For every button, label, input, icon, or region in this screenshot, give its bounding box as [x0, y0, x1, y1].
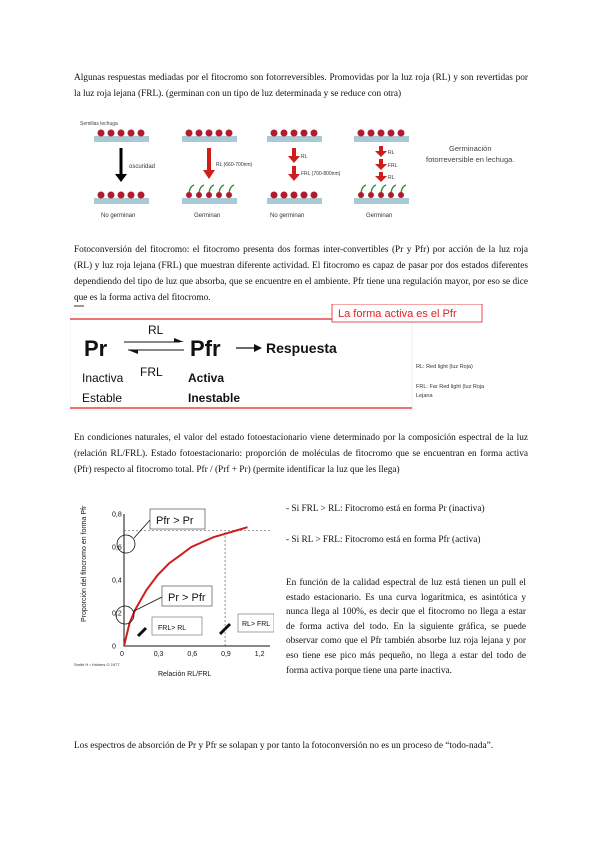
germination-figure — [74, 118, 534, 230]
seed — [108, 130, 115, 137]
tray — [267, 198, 322, 204]
paragraph-spectra: Los espectros de absorción de Pr y Pfr se solapan y por tanto la fotoconversión no es un proceso de “todo-nada”. — [74, 741, 494, 751]
seeds-label: Semillas lechuga — [80, 121, 118, 127]
seed — [226, 130, 233, 137]
seed — [186, 130, 193, 137]
seed — [138, 130, 145, 137]
y-axis-label: Proporción del fitocromo en forma Pfr — [81, 505, 88, 622]
arrow-rl-3b — [375, 176, 387, 182]
caption-2: Germinan — [194, 213, 221, 219]
chart-footnote: Smith H • Holmes G 1977 — [74, 662, 120, 667]
tray — [94, 198, 149, 204]
seed — [281, 192, 288, 199]
y-tick-label: 0,4 — [112, 577, 122, 585]
seed — [378, 192, 384, 198]
seed — [108, 192, 115, 199]
paragraph-curve: En función de la calidad espectral de luz está tienen un pull el estado estacionario. Es una curva logarítmica, es asintótica y nunca llega al 100%, es decir que el fitocromo no llega a estar de forma activa del todo. En la siguiente gráfica, se puede observar como que el Pfr también absorbe luz roja lejana y por eso tiene ese pico más pequeño, no llega a estar del todo de forma activa porque tiene una parte inactiva. — [286, 578, 526, 676]
x-tick-label: 0,9 — [221, 651, 231, 658]
seed — [206, 192, 212, 198]
side-caption-1: Germinación — [449, 144, 492, 153]
seed — [398, 192, 404, 198]
rl-label-3a: RL — [388, 150, 395, 156]
tray — [182, 198, 237, 204]
x-tick-label: 0,6 — [187, 651, 198, 658]
seed — [368, 192, 374, 198]
seed — [388, 192, 394, 198]
seed — [118, 130, 125, 137]
seed — [301, 130, 308, 137]
tray — [354, 136, 409, 142]
inactive-label: Inactiva — [82, 371, 124, 385]
annotation-pr-gt-pfr: Pr > Pfr — [168, 592, 206, 604]
seed — [358, 192, 364, 198]
photostationary-chart — [74, 504, 274, 680]
x-axis-label: Relación RL/FRL — [158, 671, 212, 678]
stable-label: Estable — [82, 391, 123, 405]
note-frl: FRL: Far Red light (luz Roja — [416, 384, 485, 390]
seed — [138, 192, 145, 199]
seed — [216, 192, 222, 198]
y-tick-label: 0,2 — [112, 610, 122, 618]
seed — [388, 130, 395, 137]
frl-label-2: FRL (700-800nm) — [301, 171, 341, 177]
seed — [216, 130, 223, 137]
tray — [94, 136, 149, 142]
seed — [378, 130, 385, 137]
seed — [206, 130, 213, 137]
annotation-rl-gt-frl: RL> FRL — [242, 621, 271, 628]
frl-label-3: FRL — [388, 163, 398, 169]
note-frl-2: Lejana — [416, 393, 433, 399]
paragraph-intro: Algunas respuestas mediadas por el fitocromo son fotorreversibles. Promovidas por la luz roja (RL) y son revertidas por la luz roja lejana (FRL). (germinan con un tipo de luz determinada y se reduce con otra) — [74, 73, 528, 99]
seed — [128, 130, 135, 137]
seed — [196, 192, 202, 198]
tray — [182, 136, 237, 142]
tray — [354, 198, 409, 204]
seed — [368, 130, 375, 137]
seed — [118, 192, 125, 199]
arrow-bottom-label: FRL — [140, 365, 163, 379]
seed — [301, 192, 308, 199]
annotation-frl-gt-rl: FRL> RL — [158, 625, 187, 632]
caption-4: Germinan — [366, 213, 393, 219]
caption-1: No germinan — [101, 213, 136, 219]
seed — [98, 192, 105, 199]
rl-label-2: RL — [301, 154, 308, 160]
paragraph-photostationary: En condiciones naturales, el valor del estado fotoestacionario viene determinado por la composición espectral de la luz (relación RL/FRL). Estado fotoestacionario: proporción de moléculas de fitocromo que se encuentran en forma activa (Pfr) respecto al fitocromo total. Pfr / (Prf + Pr) (permite identificar la luz que les llega) — [74, 433, 528, 475]
tray — [267, 136, 322, 142]
annotation-pfr-gt-pr: Pfr > Pr — [156, 515, 194, 527]
seed — [98, 130, 105, 137]
caption-3: No germinan — [270, 213, 305, 219]
seed — [291, 130, 298, 137]
bullet-frl: - Si FRL > RL: Fitocromo está en forma Pr (inactiva) — [286, 504, 485, 514]
seed — [271, 130, 278, 137]
paragraph-photoconversion: Fotoconversión del fitocromo: el fitocromo presenta dos formas inter-convertibles (Pr y Pfr) por acción de la luz roja (RL) y luz roja lejana (FRL) que muestran diferente actividad. El fitocromo es capaz de pasar por dos estados diferentes dependiendo del tipo de luz que absorba, que se encuentre en el ambiente. Pfr tiene una regulación mayor, por eso se dice que es la forma activa del fitocromo. — [74, 245, 528, 303]
arrow-rl-3a — [375, 151, 387, 157]
pr-pfr-scheme — [70, 304, 530, 412]
response-label: Respuesta — [266, 340, 337, 356]
note-rl: RL: Red light (luz Roja) — [416, 364, 473, 370]
bullet-rl: - Si RL > FRL: Fitocromo está en forma Pfr (activa) — [286, 535, 481, 545]
y-tick-label: 0 — [112, 643, 116, 651]
dark-label: oscuridad — [129, 164, 156, 170]
seed — [186, 192, 192, 198]
seed — [311, 192, 318, 199]
x-tick-label: 0,3 — [153, 651, 164, 658]
seed — [196, 130, 203, 137]
unstable-label: Inestable — [188, 391, 241, 405]
rl-label-3b: RL — [388, 175, 395, 181]
seed — [398, 130, 405, 137]
seed — [281, 130, 288, 137]
seed — [311, 130, 318, 137]
arrow-marker-1 — [138, 628, 146, 636]
x-tick-label: 1,2 — [254, 651, 265, 658]
arrow-top-label: RL — [148, 323, 164, 337]
seed — [226, 192, 232, 198]
pr-label: Pr — [84, 336, 108, 361]
pfr-label: Pfr — [190, 336, 221, 361]
seed — [358, 130, 365, 137]
arrow-frl-3 — [375, 164, 387, 170]
y-tick-label: 0,8 — [112, 511, 122, 519]
seed — [128, 192, 135, 199]
side-caption-2: fotorreversible en lechuga. — [426, 155, 515, 164]
active-label: Activa — [188, 371, 225, 385]
banner-text: La forma activa es el Pfr — [338, 308, 457, 320]
rl-label: RL (660-700nm) — [216, 162, 253, 168]
y-tick-label: 0,6 — [112, 544, 122, 552]
x-tick-label: 0 — [120, 651, 124, 658]
seed — [291, 192, 298, 199]
seed — [271, 192, 278, 199]
